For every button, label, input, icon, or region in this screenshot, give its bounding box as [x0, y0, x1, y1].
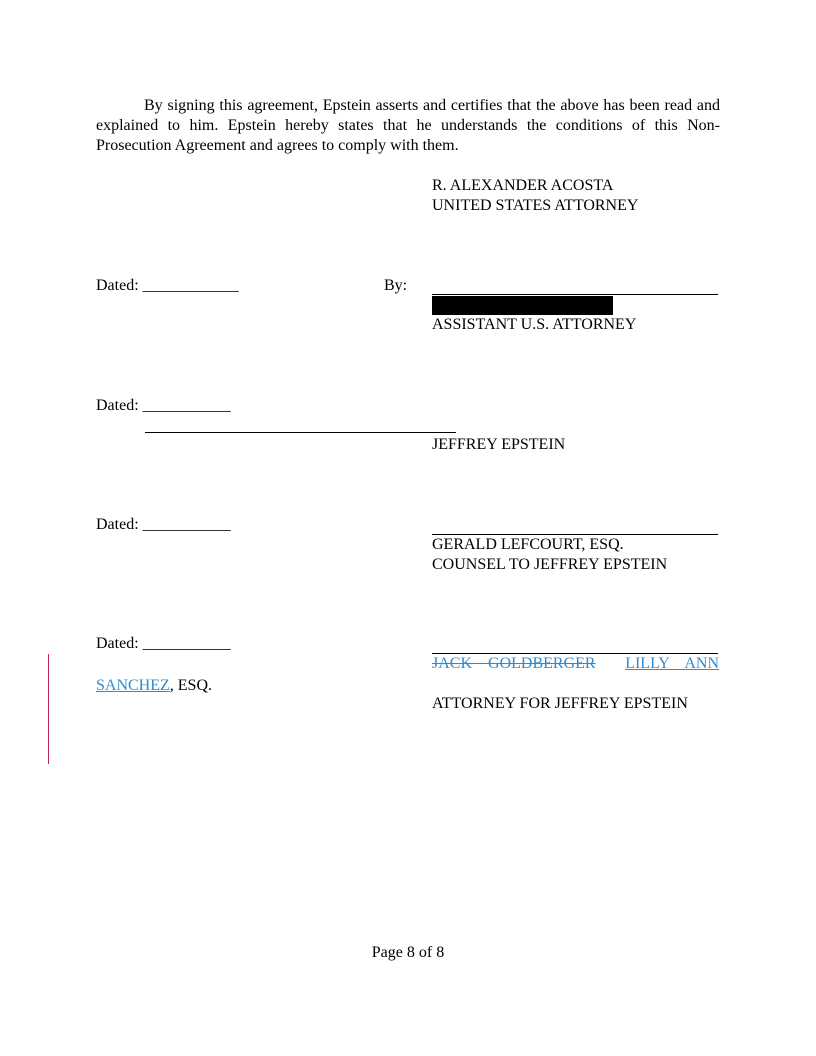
redaction-box [432, 296, 613, 315]
page-number: Page 8 of 8 [371, 944, 445, 961]
revision-change-bar [48, 654, 49, 764]
epstein-name: JEFFREY EPSTEIN [432, 436, 566, 453]
inserted-name-part2: SANCHEZ [96, 677, 170, 694]
counsel-role: ATTORNEY FOR JEFFREY EPSTEIN [432, 695, 688, 712]
dated-blank-2: ___________ [142, 397, 231, 414]
counsel-name-line1 [432, 654, 719, 674]
us-attorney-name: R. ALEXANDER ACOSTA [432, 177, 614, 194]
inserted-name-part1: LILLY ANN [625, 655, 719, 672]
name-suffix: , ESQ. [169, 677, 213, 694]
lefcourt-name: GERALD LEFCOURT, ESQ. [432, 536, 624, 553]
dated-label-4: Dated: ___________ [96, 635, 231, 652]
certification-paragraph: By signing this agreement, Epstein asserts and certifies that the above has been read and explained to him. Epstein hereby states that he understands the conditions of this Non-Prosecution Agreement and agrees to comply with them. [96, 97, 720, 154]
dated-label-3: Dated: ___________ [96, 516, 231, 533]
dated-blank-3: ___________ [142, 516, 231, 533]
ausa-title: ASSISTANT U.S. ATTORNEY [432, 316, 637, 333]
us-attorney-title: UNITED STATES ATTORNEY [432, 197, 639, 214]
dated-blank-1: ____________ [142, 277, 239, 294]
dated-label-1: Dated: ____________ [96, 277, 239, 294]
dated-blank-4: ___________ [142, 635, 231, 652]
signature-line-ausa [432, 294, 718, 295]
signature-line-epstein [145, 432, 456, 433]
counsel-name-line2 [96, 676, 212, 696]
dated-label-2: Dated: ___________ [96, 397, 231, 414]
lefcourt-role: COUNSEL TO JEFFREY EPSTEIN [432, 556, 668, 573]
by-label: By: [384, 277, 408, 294]
struck-name: JACK GOLDBERGER [432, 655, 596, 672]
